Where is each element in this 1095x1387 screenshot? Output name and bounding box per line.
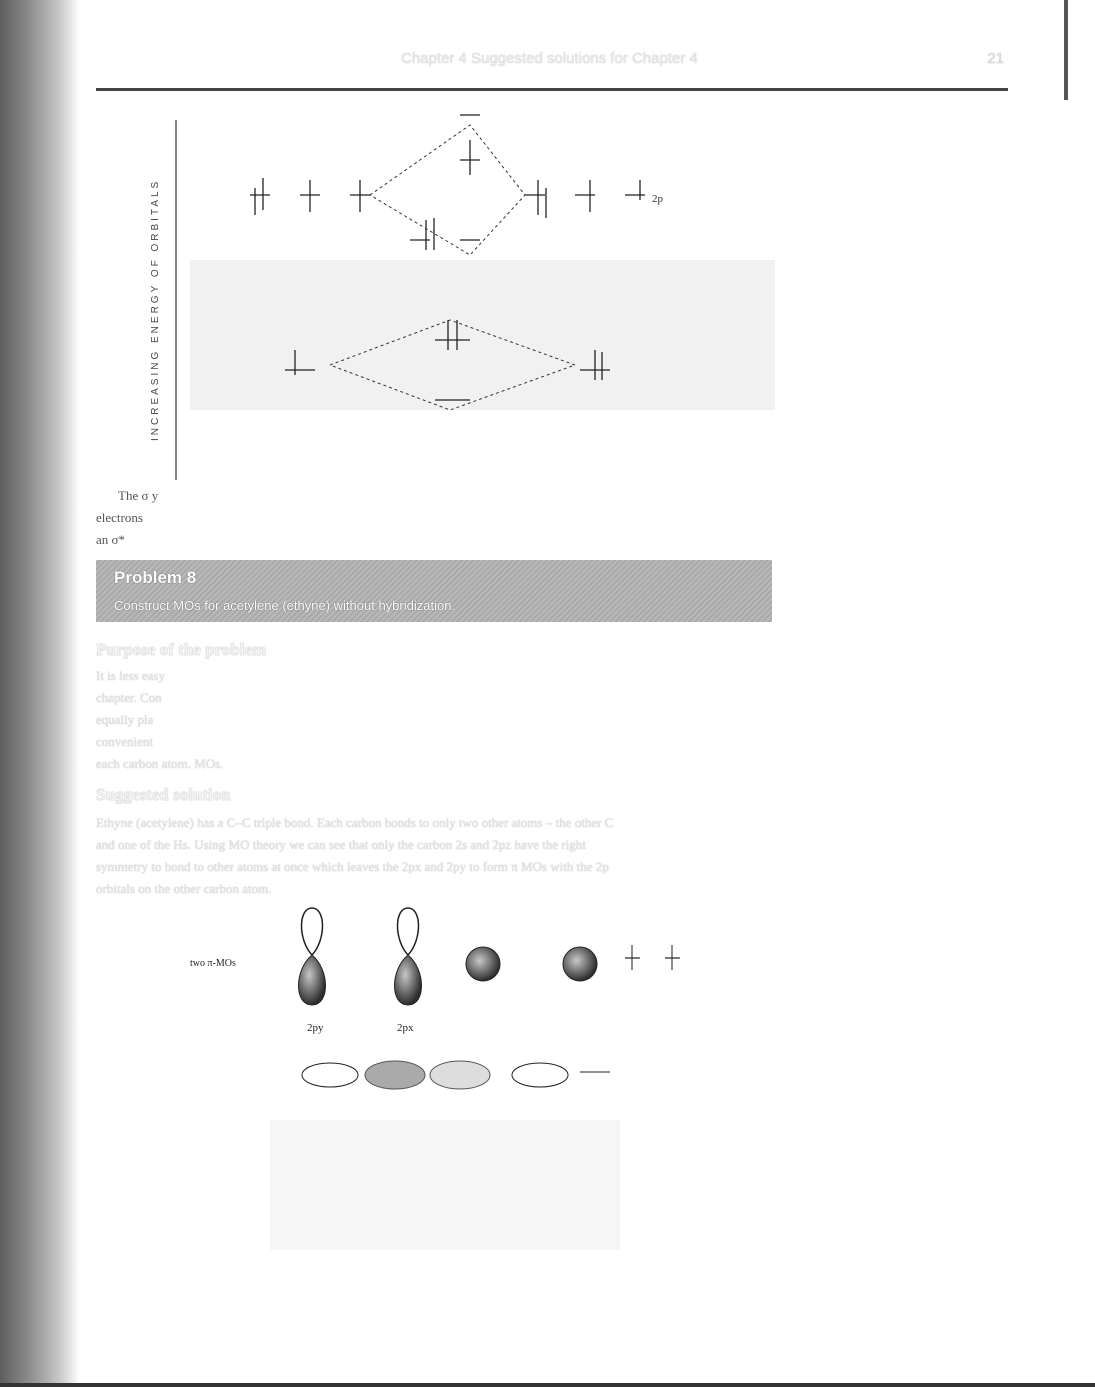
fragment-text: The σ y xyxy=(118,488,159,503)
solution-line: Ethyne (acetylene) has a C–C triple bond. Each carbon bonds to only two other atoms – the other C xyxy=(96,815,614,830)
svg-text:2p: 2p xyxy=(652,193,663,205)
problem-box xyxy=(96,560,772,622)
solution-heading: Suggested solution xyxy=(96,785,231,804)
chapter-title: Chapter 4 Suggested solutions for Chapter 4 xyxy=(401,50,698,67)
solution-line: and one of the Hs. Using MO theory we can see that only the carbon 2s and 2pz have the right xyxy=(96,837,586,852)
pi-mo-label: two π-MOs xyxy=(190,958,236,969)
page-edge xyxy=(1064,0,1068,100)
bottom-edge xyxy=(0,1383,1095,1387)
page-number: 21 xyxy=(987,50,1004,67)
orbital-label-2py: 2py xyxy=(307,1022,324,1034)
orbital-label-2px: 2px xyxy=(397,1022,414,1034)
purpose-line: equally pla xyxy=(96,712,154,727)
page-header xyxy=(96,48,1008,91)
mo-energy-diagram xyxy=(170,100,730,490)
purpose-line: It is less easy xyxy=(96,668,165,683)
orbital-lobe-diagram xyxy=(280,900,700,1100)
fragment-text: an σ* xyxy=(96,532,126,547)
binding-shadow xyxy=(0,0,80,1387)
purpose-line: each carbon atom. MOs. xyxy=(96,756,224,771)
bleed-through-region xyxy=(270,1120,620,1250)
purpose-heading: Purpose of the problem xyxy=(96,640,267,659)
energy-axis-label: INCREASING ENERGY OF ORBITALS xyxy=(150,178,161,442)
purpose-line: chapter. Con xyxy=(96,690,162,705)
solution-line: orbitals on the other carbon atom. xyxy=(96,881,272,896)
problem-statement: Construct MOs for acetylene (ethyne) without hybridization. xyxy=(114,598,456,613)
purpose-line: convenient xyxy=(96,734,154,749)
fragment-text: electrons xyxy=(96,510,143,525)
problem-title: Problem 8 xyxy=(114,568,197,587)
solution-line: symmetry to bond to other atoms at once which leaves the 2px and 2py to form π MOs with the 2p xyxy=(96,859,609,874)
